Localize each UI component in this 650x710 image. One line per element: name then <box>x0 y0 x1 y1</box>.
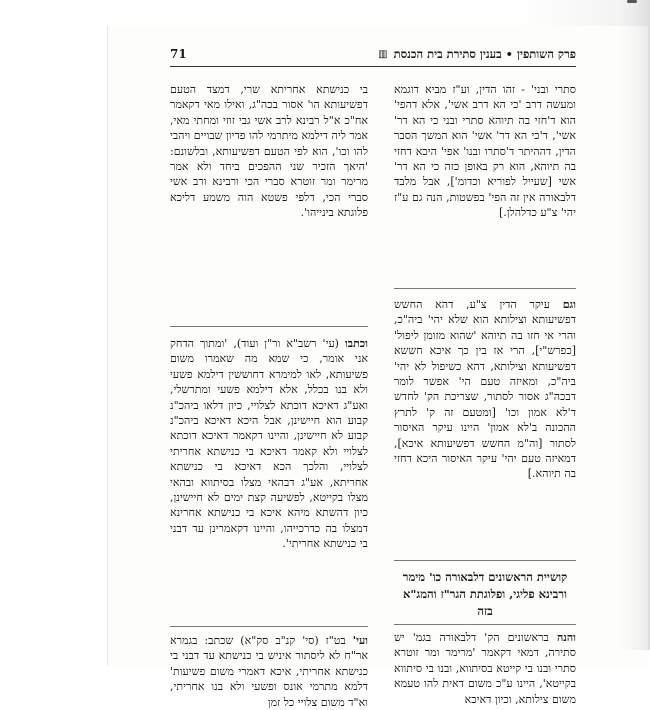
paragraph-lead-word: וכתבו <box>344 337 368 350</box>
right-column-para-3 <box>394 630 576 707</box>
paragraph-lead-word: ועי' <box>352 634 368 647</box>
right-column-para-1 <box>394 82 576 221</box>
column-divider-rule <box>394 560 576 561</box>
book-ornament-icon: ▥ <box>378 48 388 60</box>
page-number: 71 <box>170 47 187 61</box>
header-rule <box>170 66 576 67</box>
column-divider-rule <box>394 624 576 625</box>
left-column-para-3 <box>170 633 368 710</box>
page-corner-mark <box>627 0 637 3</box>
paragraph-text: בט"ז (סי' קנ"ב סק"א) שכתב: בגמרא אר"ח לא ליסתור איניש בי כנישתא עד דבני בי כנישתא אחריתי, איכא דאמרי משום פשיעות' דלמא מתרמי אונס ופשעי ולא בנו אחריתי, וא"ד משום צלויי כל זמן <box>170 634 368 709</box>
right-column-para-2 <box>394 297 576 482</box>
column-divider-rule <box>170 326 368 327</box>
left-column-para-2 <box>170 336 368 552</box>
paragraph-lead-word: והנה <box>556 631 576 644</box>
paragraph-text: בי כנישתא אחריתא שרי, דמצד הטעם דפשיעותא הו' אסור בכה"ג, ואילו מאי דקאמר אח"כ א"ל רבינא לרב אשי גבי זוזי ומחתי מאי, אמר ליה דילמא מיתרמי להו פדיון שבויים ויהבי להו וכו', הוא לפי הטעם דפשיעותא, ובלשונם: 'היאך הזכיר שני ההפכים ביחד ולא אמר מרימר ומר זוטרא סברי הכי ורבינא ורב אשי סברי הכי, דלפי פשטא הוה משמע דליכא פלוגתא בינייהו'. <box>170 83 368 220</box>
paragraph-lead-word: וגם <box>562 298 576 311</box>
section-heading: קושיית הראשונים דלבאורה כו' מימר ורבינא פליגי, ופלוגתת הגר"ז והמג"א בזה <box>402 570 568 618</box>
chapter-title: פרק השותפין • בענין סתירת בית הכנסת <box>393 47 576 61</box>
column-divider-rule <box>394 288 576 289</box>
paragraph-text: בראשונים הק' דלבאורה בגמ' יש סתירה, דמאי דקאמר 'מרימר ומר זוטרא סתרי ובנו בי קייטא בסיתווא, ובנו בי סיתווא בקייטא', היינו ע"כ משום דאית להו טעמא משום צילותא, וכיון דאיכא <box>394 631 576 706</box>
running-header <box>170 44 576 64</box>
page-gutter-shadow <box>620 0 650 650</box>
paragraph-text: (עי' רשב"א ור"ן ועוד), 'ומתוך הדחק אני אומר, כי שמא מה שאמרו משום פשיעותא, לאו למימרא דחוששין דילמא פשעי ולא בנו בכלל, אלא דילמא פשעי ומתרשלי, ואע"ג דאיכא דוכתא לצלויי, כיון דלאו ביהכ"נ קבוע הוא חיישינן, אבל היכא דאיכא ביהכ"נ קבוע לא חיישינן, והיינו דקאמר דאיכא דוכתא לצלויי ולא קאמר דאיכא בי כנישתא אחריתי לצלויי, והלכך הכא דאיכא בי כנישתא אחריתא, אע"ג דבהאי מצלו בסיתווא ובהאי מצלו בקייטא, לפשיעה קצת ימים לא חיישינן, כיון דהשתא מיהא איכא בי כנישתא אחרינא דמצלו בה כדרכייהו, והיינו דקאמרינן עד דבני בי כנישתא אחריתי'. <box>170 337 368 551</box>
column-divider-rule <box>170 626 368 627</box>
left-column-para-1 <box>170 82 368 221</box>
paragraph-text: עיקר הדין צ"ע, דהא החשש דפשיעותא וצילותא הוא שלא יהי' ביה"כ, והרי אי חזו בה תיוהא 'שהוא מזומן ליפול' [כפרש"י], הרי אז בין כך איכא חששא דפשיעותא וצילותא, דהא כשיפול לא יהי' ביה"כ, ומאיזה טעם הי' אפשר לומר דבכה"ג אסור לסתור, שצריכת הק' לחדש ד'לא אמון וכו' [ומטעם זה ק' לתרץ ההכונה ב'לא אמון' היינו עיקר האיסור לסתור [וה"מ החשש דפשיעותא איכא], דמאיזה טעם יהי' עיקר האיסור היכא דחזי בה תיוהא.] <box>394 298 576 481</box>
paragraph-text: סתרי ובני' - זהו הדין, וע"ז מביא דוגמא ומעשה דרב 'כי הא דרב אשי', אלא דהפי' הוא ד'חזי בה תיוהא סתרי ובני כי הא דר' אשי', ד'כי הא דר' אשי' הוא המשך הסבר הדין, דההיתר ד'סתרו ובנו' אפי' היכא דחזי בה תיוהא, הוא רק באופן כזה כי הא דר' אשי [שעייל לפוריא וכדומ'], אבל מלבד דלבאורה אין זה הפי' בפשטות, הנה גם ע"ז יהי' צ"ע כדלהלן.] <box>394 83 576 220</box>
